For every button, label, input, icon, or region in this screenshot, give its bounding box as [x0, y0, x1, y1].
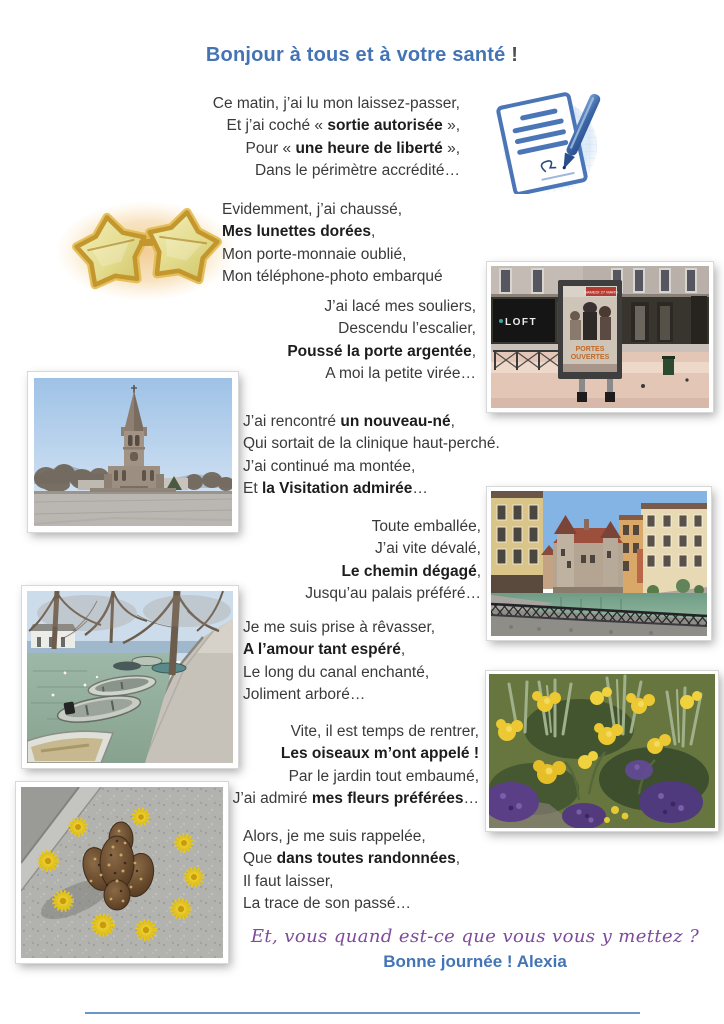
- page-title: [0, 44, 724, 67]
- poem-line: Je me suis prise à rêvasser,: [243, 619, 436, 636]
- poem-line: Evidemment, j’ai chaussé,: [222, 201, 403, 218]
- poem-stanza-1: [213, 93, 460, 183]
- flowers-scene-graphic: [489, 674, 715, 828]
- title-punct: !: [505, 44, 519, 66]
- poem-line: Le chemin dégagé,: [341, 562, 481, 580]
- poem-line: Vite, il est temps de rentrer,: [290, 723, 479, 740]
- poster-ouvertes-text: OUVERTES: [570, 354, 610, 361]
- poem-line: Poussé la porte argentée,: [287, 342, 476, 360]
- poem-line: Par le jardin tout embaumé,: [288, 767, 479, 785]
- poem-line: Mon téléphone-photo embarqué: [222, 268, 443, 286]
- star-glasses-clipart: [55, 197, 237, 308]
- poem-stanza-5: [305, 516, 481, 606]
- loft-sign-text: LOFT: [505, 317, 538, 328]
- signature-line: Bonne journée ! Alexia: [383, 952, 567, 971]
- poem-line: Mes lunettes dorées,: [222, 223, 376, 241]
- closing-question: Et, vous quand est-ce que vous vous y mettez ?: [250, 926, 700, 947]
- bottom-border-rule: [85, 1012, 640, 1014]
- poem-line: Et la Visitation admirée…: [243, 480, 428, 498]
- poem-line: J’ai rencontré un nouveau-né,: [243, 413, 455, 430]
- left-building: [491, 491, 543, 595]
- poem-line: Alors, je me suis rappelée,: [243, 828, 426, 845]
- poem-line: Qui sortait de la clinique haut-perché.: [243, 435, 500, 453]
- poem-line: Pour « une heure de liberté »,: [245, 139, 460, 157]
- poster-date-text: SAMEDI 27 MARS: [584, 289, 618, 295]
- canal-palais-photo: [487, 487, 711, 640]
- poem-line: Toute emballée,: [371, 518, 481, 535]
- poster-portes-text: PORTES: [575, 346, 605, 353]
- poem-line: A l’amour tant espéré,: [243, 641, 406, 659]
- poem-line: Le long du canal enchanté,: [243, 663, 430, 681]
- poem-line: La trace de son passé…: [243, 895, 412, 913]
- poem-line: Il faut laisser,: [243, 872, 334, 890]
- flowers-garden-photo: [486, 671, 718, 831]
- right-buildings: [619, 503, 707, 601]
- signed-document-clipart: [484, 88, 612, 199]
- poem-stanza-8: [243, 826, 460, 916]
- title-main: Bonjour à tous et à votre santé: [205, 44, 506, 66]
- poem-line: Et j’ai coché « sortie autorisée »,: [226, 117, 460, 135]
- poem-line: Dans le périmètre accrédité…: [254, 162, 460, 180]
- poem-stanza-7: [233, 721, 479, 811]
- poem-line: Les oiseaux m’ont appelé !: [280, 745, 479, 763]
- boats-scene-graphic: [27, 591, 233, 763]
- trash-bin: [663, 358, 674, 375]
- church-photo: [28, 372, 238, 532]
- poem-line: J’ai vite dévalé,: [375, 540, 481, 558]
- poem-stanza-3: [287, 296, 476, 386]
- poem-line: Jusqu’au palais préféré…: [305, 585, 481, 603]
- poem-line: J’ai admiré mes fleurs préférées…: [232, 790, 479, 808]
- poem-line: Mon porte-monnaie oublié,: [222, 245, 407, 263]
- poem-line: Descendu l’escalier,: [338, 320, 476, 338]
- boats-canal-photo: [22, 586, 238, 768]
- pinecones-scene-graphic: [21, 787, 223, 958]
- canal-scene-graphic: [491, 491, 707, 636]
- poem-stanza-6: [243, 617, 435, 707]
- church-scene-graphic: [34, 378, 232, 526]
- poem-line: Joliment arboré…: [243, 686, 366, 704]
- star-sunglasses-icon: [55, 197, 237, 303]
- pinecones-dandelions-photo: [16, 782, 228, 963]
- poem-line: Que dans toutes randonnées,: [243, 850, 461, 868]
- street-billboard-photo: [487, 262, 713, 412]
- poem-line: Ce matin, j’ai lu mon laissez-passer,: [212, 95, 460, 112]
- poem-line: A moi la petite virée…: [325, 365, 476, 383]
- poem-stanza-4: [243, 411, 500, 501]
- street-scene-graphic: [491, 266, 709, 408]
- poem-stanza-2: [222, 199, 443, 289]
- poem-line: J’ai lacé mes souliers,: [324, 298, 476, 315]
- poem-line: J’ai continué ma montée,: [243, 457, 416, 475]
- document-pen-icon: [484, 88, 612, 194]
